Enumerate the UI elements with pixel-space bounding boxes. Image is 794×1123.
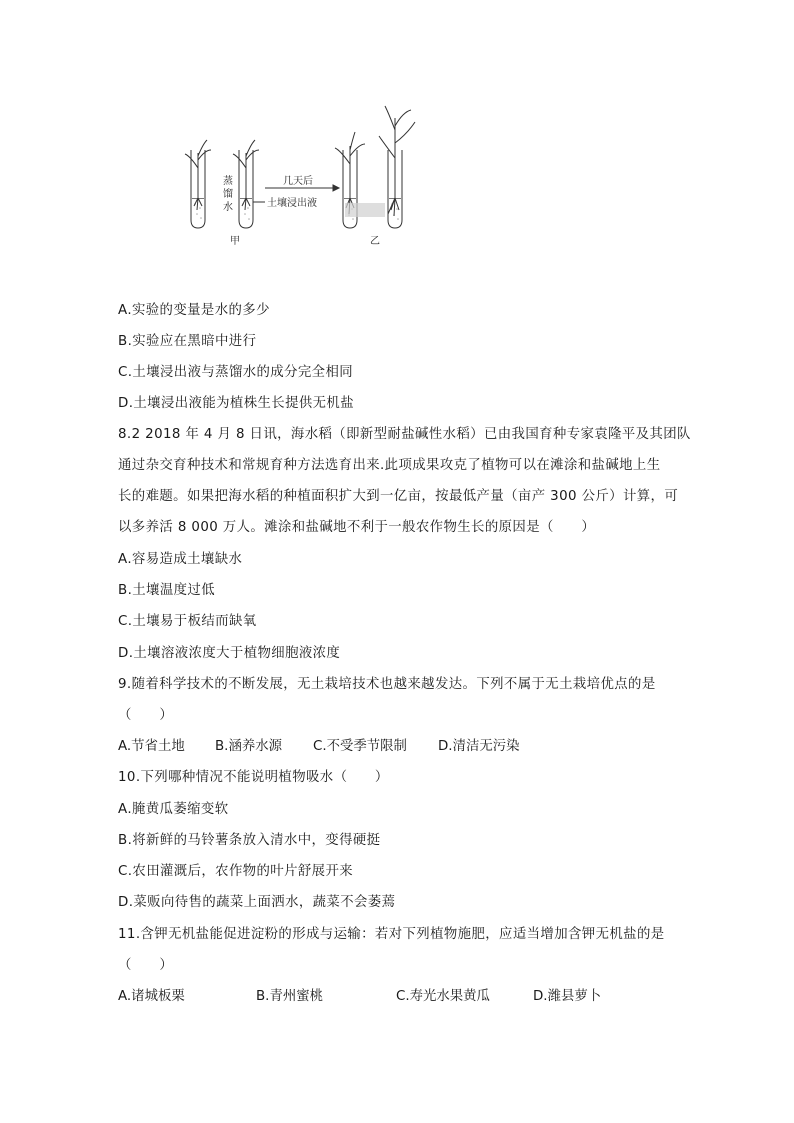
label-jia: 甲	[230, 236, 240, 247]
q10-stem: 10.下列哪种情况不能说明植物吸水（ ）	[118, 770, 389, 785]
smudge	[345, 203, 385, 217]
q8-option-c: C.土壤易于板结而缺氧	[118, 614, 257, 629]
q9-option-d: D.清洁无污染	[438, 739, 520, 754]
q7-option-d: D.土壤浸出液能为植株生长提供无机盐	[118, 396, 355, 411]
q10-option-d: D.菜贩向待售的蔬菜上面洒水，蔬菜不会萎蔫	[118, 895, 396, 910]
q11-option-a: A.诸城板栗	[118, 989, 185, 1004]
q11-option-d: D.潍县萝卜	[533, 989, 602, 1004]
q8-stem-line2: 通过杂交育种技术和常规育种方法选育出来.此项成果攻克了植物可以在滩涂和盐碱地上生	[118, 458, 661, 473]
q11-stem-line2: （ ）	[118, 958, 174, 973]
q7-option-b: B.实验应在黑暗中进行	[118, 334, 257, 349]
q7-option-a: A.实验的变量是水的多少	[118, 303, 270, 318]
label-days-later: 几天后	[283, 176, 313, 187]
label-yi: 乙	[370, 236, 380, 247]
q11-option-c: C.寿光水果黄瓜	[396, 989, 490, 1004]
q8-option-d: D.土壤溶液浓度大于植物细胞液浓度	[118, 646, 341, 661]
q9-option-b: B.涵养水源	[215, 739, 283, 754]
q11-option-b: B.青州蜜桃	[256, 989, 324, 1004]
label-soil-extract: 土壤浸出液	[267, 198, 317, 209]
experiment-figure	[175, 98, 435, 250]
q8-stem-line3: 长的难题。如果把海水稻的种植面积扩大到一亿亩，按最低产量（亩产 300 公斤）计算，可	[118, 489, 679, 504]
q9-option-a: A.节省土地	[118, 739, 185, 754]
q7-option-c: C.土壤浸出液与蒸馏水的成分完全相同	[118, 365, 354, 380]
label-distilled-water: 蒸馏水	[223, 176, 233, 213]
q10-option-a: A.腌黄瓜萎缩变软	[118, 802, 229, 817]
q8-stem-line4: 以多养活 8 000 万人。滩涂和盐碱地不利于一般农作物生长的原因是（ ）	[118, 520, 596, 535]
q8-stem-line1: 8.2 2018 年 4 月 8 日讯，海水稻（即新型耐盐碱性水稻）已由我国育种专家袁隆平及其团队	[118, 427, 691, 442]
q11-stem-line1: 11.含钾无机盐能促进淀粉的形成与运输：若对下列植物施肥，应适当增加含钾无机盐的是	[118, 927, 665, 942]
q9-stem-line2: （ ）	[118, 708, 174, 723]
q8-option-a: A.容易造成土壤缺水	[118, 552, 243, 567]
q8-option-b: B.土壤温度过低	[118, 583, 215, 598]
q10-option-c: C.农田灌溉后，农作物的叶片舒展开来	[118, 864, 354, 879]
q9-stem-line1: 9.随着科学技术的不断发展，无土栽培技术也越来越发达。下列不属于无土栽培优点的是	[118, 677, 656, 692]
q9-option-c: C.不受季节限制	[313, 739, 407, 754]
q10-option-b: B.将新鲜的马铃薯条放入清水中，变得硬挺	[118, 833, 381, 848]
